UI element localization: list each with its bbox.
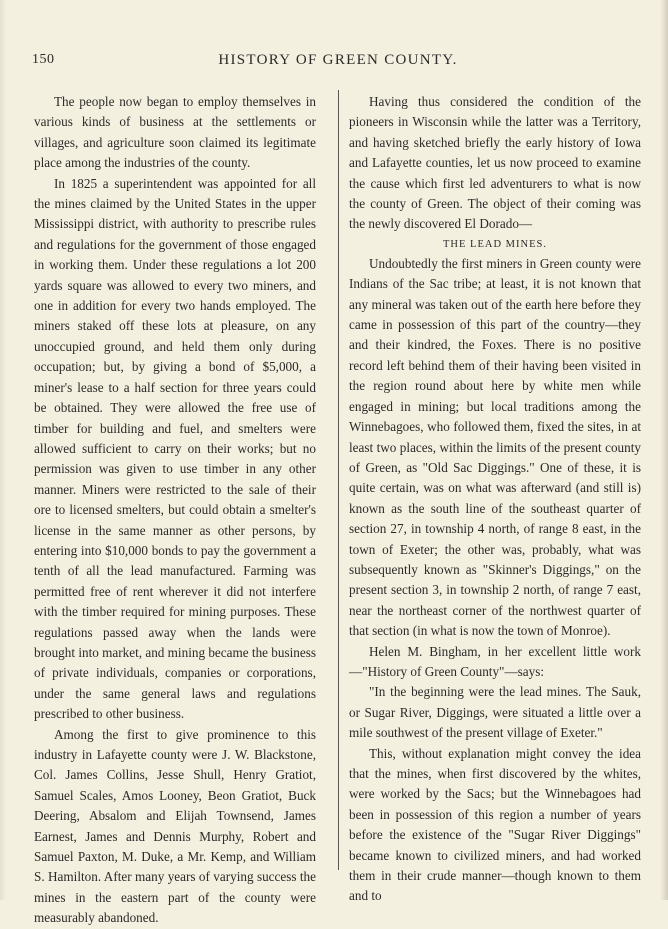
- running-title: HISTORY OF GREEN COUNTY.: [218, 52, 458, 68]
- column-divider: [338, 90, 339, 870]
- left-column: [34, 92, 316, 929]
- paragraph-intro: Having thus considered the condition of the pioneers in Wisconsin while the latter was a Territory, and having sketched briefly the early history of Iowa and Lafayette counties, let us now proceed to examine the cause which first led adventurers to what is now the county of Green. The object of their coming was the newly discovered El Dorado—: [349, 94, 641, 232]
- paragraph-3: Among the first to give prominence to this industry in Lafayette county were J. W. Blackstone, Col. James Collins, Jesse Shull, Henry Gratiot, Samuel Scales, Amos Looney, Beon Gratiot, Buck Deering, Absalom and Elijah Townsend, James Earnest, James and Dennis Murphy, Robert and Samuel Paxton, M. Duke, a Mr. Kemp, and William S. Hamilton. After many years of varying success the mines in the eastern part of the county were measurably abandoned.: [34, 726, 316, 926]
- paragraph-2: In 1825 a superintendent was appointed for all the mines claimed by the United States in the upper Mississippi district, with authority to prescribe rules and regulations for the government of those engaged in working them. Under these regulations a lot 200 yards square was allowed to every two miners, and one in addition for every two hands employed. The miners staked off these lots at pleasure, on any unoccupied ground, and held them only during occupation; but, by giving a bond of $5,000, a miner's lease to a half section for three years could be obtained. They were allowed the free use of timber for building and fuel, and smelters were allowed sufficient to carry on their works; but no permission was given to use timber in any other manner. Miners were restricted to the sale of their ore to licensed smelters, but could obtain a smelter's license in the same manner as other persons, by entering into $10,000 bonds to pay the government a tenth of all the lead manufactured. Farming was permitted free of rent wherever it did not interfere with the timber required for mining purposes. These regulations passed away when the lands were brought into market, and mining became the business of private individuals, companies or corporations, under the same general laws and regulations prescribed to other business.: [34, 175, 317, 722]
- paragraph-lead-mines-1: Undoubtedly the first miners in Green county were Indians of the Sac tribe; at least, it is not known that any mineral was taken out of the earth here before they came in possession of this part of the country—they and their kindred, the Foxes. There is no positive record left behind them of their having been visited in the region round about here by white men while engaged in mining; but local traditions among the Winnebagoes, who followed them, fixed the sites, in at least two places, within the limits of the present county of Green, as "Old Sac Diggings." One of these, it is quite certain, was on what was afterward (and still is) known as the south line of the southeast quarter of section 27, in township 4 north, of range 8 east, in the town of Exeter; the other was, probably, what was subsequently known as "Skinner's Diggings," on the present section 3, in township 2 north, of range 7 east, near the northeast corner of the northwest quarter of that section (in what is now the town of Monroe).: [349, 255, 641, 639]
- right-column: [349, 92, 641, 907]
- page-gutter-shading: [0, 0, 6, 900]
- paragraph-lead-mines-quote: "In the beginning were the lead mines. The Sauk, or Sugar River, Diggings, were situated a little over a mile southwest of the present village of Exeter.": [349, 684, 641, 741]
- paragraph-1: The people now began to employ themselves in various kinds of business at the settlements or villages, and agriculture soon claimed its legitimate place among the industries of the county.: [34, 94, 316, 171]
- page-header: [32, 52, 644, 74]
- section-heading: THE LEAD MINES.: [443, 238, 547, 250]
- paragraph-lead-mines-3: This, without explanation might convey the idea that the mines, when first discovered by the whites, were worked by the Sacs; but the Winnebagoes had been in possession of this region a number of years before the existence of the "Sugar River Diggings" became known to civilized miners, and had worked them in their crude manner—though known to them and to: [349, 745, 641, 904]
- page-number: 150: [32, 52, 55, 67]
- page-edge-shadow: [660, 0, 668, 900]
- paragraph-lead-mines-2: Helen M. Bingham, in her excellent little work—"History of Green County"—says:: [349, 643, 641, 679]
